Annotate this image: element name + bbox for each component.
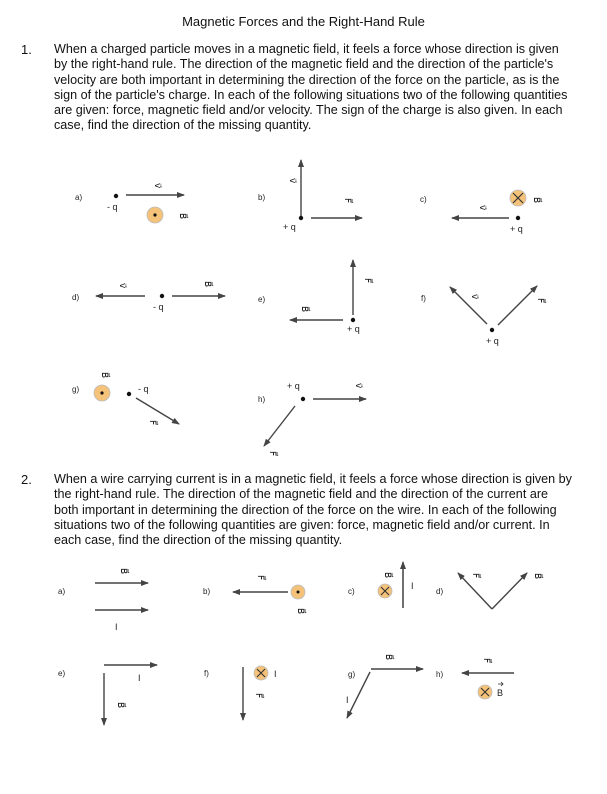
B-label: B⃗: [203, 281, 213, 288]
I-label: I: [411, 581, 414, 591]
B-label: B⃗: [300, 306, 310, 313]
q2-part-g: [346, 654, 423, 718]
B-label: B⃗: [100, 372, 110, 379]
F-label: F⃗: [148, 420, 158, 426]
part-label: d): [72, 293, 80, 302]
B-label: B⃗: [296, 608, 306, 615]
F-label: F⃗: [254, 693, 264, 699]
q1-part-c: [420, 190, 543, 234]
question-2-text: When a wire carrying current is in a magnetic field, it feels a force whose direction is given by the right-hand rule. The direction of the magnetic field and the direction of the current are both important in determining the direction of the force on the wire. In each of the following situations two of the following quantities are given: force, magnetic field and/or current. In each case, find the direction of the missing quantity.: [54, 472, 572, 548]
force-arrow: [264, 406, 295, 446]
part-label: g): [348, 670, 356, 679]
part-label: d): [436, 587, 444, 596]
part-label: f): [421, 294, 426, 303]
q2-part-d: [436, 573, 544, 609]
part-label: b): [203, 587, 211, 596]
velocity-arrow: [450, 287, 487, 324]
B-label: B⃗: [116, 702, 126, 709]
q1-part-e: [258, 260, 374, 334]
part-label: e): [58, 669, 66, 678]
question-1-number: 1.: [21, 42, 32, 57]
part-label: h): [258, 395, 266, 404]
q1-part-b: [258, 160, 362, 232]
q2-part-a: [58, 568, 148, 632]
charge-dot: [114, 194, 118, 198]
F-label: F⃗: [482, 658, 492, 664]
part-label: b): [258, 193, 266, 202]
q2-part-h: [436, 658, 514, 699]
q1-part-h: [258, 381, 366, 456]
v-label: v⃗: [153, 183, 163, 189]
charge-dot: [301, 397, 305, 401]
B-label: B⃗: [119, 568, 129, 575]
B-label: B⃗: [533, 573, 543, 580]
charge-label: + q: [347, 324, 360, 334]
q2-part-e: [58, 665, 157, 725]
F-label: F⃗: [268, 451, 278, 457]
F-label: F⃗: [363, 278, 373, 284]
part-label: f): [204, 669, 209, 678]
B-label: B: [497, 688, 504, 698]
B-label: B⃗: [178, 213, 188, 220]
part-label: g): [72, 385, 80, 394]
force-arrow: [458, 573, 492, 609]
charge-label: + q: [283, 222, 296, 232]
v-label: v⃗: [478, 205, 488, 211]
charge-label: + q: [510, 224, 523, 234]
q1-part-a: [75, 183, 189, 223]
charge-label: - q: [107, 202, 118, 212]
charge-dot: [127, 392, 131, 396]
part-label: a): [75, 193, 83, 202]
part-label: c): [420, 195, 427, 204]
charge-label: - q: [153, 302, 164, 312]
q1-part-f: [421, 286, 547, 346]
question-1-text: When a charged particle moves in a magnetic field, it feels a force whose direction is given by the right-hand rule. The direction of the magnetic field and the direction of the particle's velocity are both important in determining the direction of the force on the particle, as is the sign of the particle's charge. In each of the following situations two of the following quantities are given: force, magnetic field and/or velocity. The sign of the charge is also given. In each case, find the direction of the missing quantity.: [54, 42, 568, 133]
part-label: e): [258, 295, 266, 304]
charge-dot: [516, 216, 520, 220]
q1-part-d: [72, 281, 225, 312]
charge-label: - q: [138, 384, 149, 394]
charge-dot: [299, 216, 303, 220]
part-label: h): [436, 670, 444, 679]
charge-label: + q: [486, 336, 499, 346]
I-label: I: [274, 669, 277, 679]
v-label: v⃗: [354, 383, 364, 389]
v-label: v⃗: [288, 178, 298, 184]
charge-dot: [351, 318, 355, 322]
q2-part-f: [204, 666, 277, 720]
v-label: v⃗: [470, 294, 480, 300]
field-arrow: [492, 573, 527, 609]
I-label: I: [346, 695, 349, 705]
q2-part-b: [203, 575, 307, 614]
part-label: a): [58, 587, 66, 596]
q1-part-g: [72, 372, 179, 425]
F-label: F⃗: [343, 198, 353, 204]
I-label: I: [138, 673, 141, 683]
I-label: I: [115, 622, 118, 632]
F-label: F⃗: [536, 298, 546, 304]
question-2-number: 2.: [21, 472, 32, 487]
page-title: Magnetic Forces and the Right-Hand Rule: [182, 14, 425, 29]
charge-dot: [160, 294, 164, 298]
force-arrow: [498, 286, 537, 325]
q2-part-c: [348, 562, 414, 608]
B-label: B⃗: [384, 654, 394, 661]
F-label: F⃗: [471, 573, 481, 579]
charge-dot: [490, 328, 494, 332]
F-label: F⃗: [256, 575, 266, 581]
B-label: B⃗: [532, 197, 542, 204]
charge-label: + q: [287, 381, 300, 391]
v-label: v⃗: [118, 283, 128, 289]
part-label: c): [348, 587, 355, 596]
B-label: B⃗: [383, 572, 393, 579]
